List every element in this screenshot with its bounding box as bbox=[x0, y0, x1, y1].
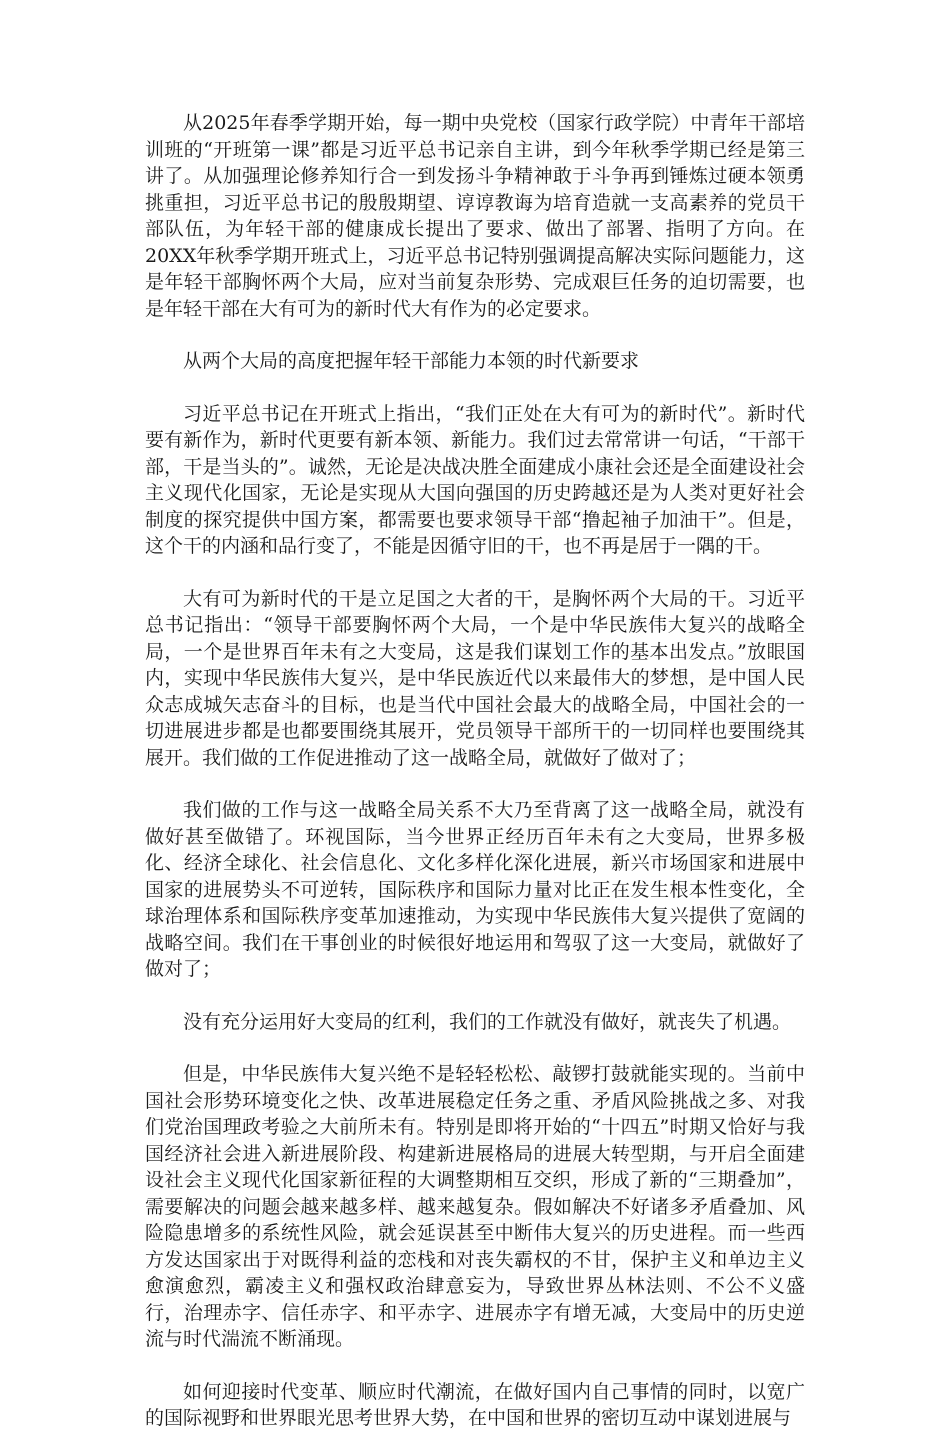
paragraph-international: 我们做的工作与这一战略全局关系不大乃至背离了这一战略全局，就没有做好甚至做错了。环视国际，当今世界正经历百年未有之大变局，世界多极化、经济全球化、社会信息化、文化多样化深化进展，新兴市场国家和进展中国家的进展势头不可逆转，国际秩序和国际力量对比正在发生根本性变化，全球治理体系和国际秩序变革加速推动，为实现中华民族伟大复兴提供了宽阔的战略空间。我们在干事创业的时候很好地运用和驾驭了这一大变局，就做好了做对了； bbox=[145, 799, 805, 980]
paragraph-gap bbox=[145, 560, 805, 586]
paragraph-gap bbox=[145, 1035, 805, 1061]
paragraph-gap bbox=[145, 375, 805, 401]
paragraph-gap bbox=[145, 322, 805, 348]
paragraph-two-overall-situations: 大有可为新时代的干是立足国之大者的干，是胸怀两个大局的干。习近平总书记指出：“领导干部要胸怀两个大局，一个是中华民族伟大复兴的战略全局，一个是世界百年未有之大变局，这是我们谋划工作的基本出发点。”放眼国内，实现中华民族伟大复兴，是中华民族近代以来最伟大的梦想，是中国人民众志成城矢志奋斗的目标，也是当代中国社会最大的战略全局，中国社会的一切进展进步都是也都要围绕其展开，党员领导干部所干的一切同样也要围绕其展开。我们做的工作促进推动了这一战略全局，就做好了做对了； bbox=[145, 587, 805, 769]
paragraph-world-trends: 如何迎接时代变革、顺应时代潮流，在做好国内自己事情的同时，以宽广的国际视野和世界眼光思考世界大势，在中国和世界的密切互动中谋划进展与 bbox=[145, 1380, 805, 1429]
paragraph-missed-opportunity: 没有充分运用好大变局的红利，我们的工作就没有做好，就丧失了机遇。 bbox=[183, 1010, 792, 1033]
paragraph-new-era: 习近平总书记在开班式上指出，“我们正处在大有可为的新时代”。新时代要有新作为，新时代更要有新本领、新能力。我们过去常常讲一句话，“干部干部，干是当头的”。诚然，无论是决战决胜全面建成小康社会还是全面建设社会主义现代化国家，无论是实现从大国向强国的历史跨越还是为人类对更好社会制度的探究提供中国方案，都需要也要求领导干部“撸起袖子加油干”。但是，这个干的内涵和品行变了，不能是因循守旧的干，也不再是居于一隅的干。 bbox=[145, 402, 805, 557]
paragraph-gap bbox=[145, 771, 805, 797]
paragraph-intro: 从2025年春季学期开始，每一期中央党校（国家行政学院）中青年干部培训班的“开班第一课”都是习近平总书记亲自主讲，到今年秋季学期已经是第三讲了。从加强理论修养知行合一到发扬斗争精神敢于斗争再到锤炼过硬本领勇挑重担，习近平总书记的殷殷期望、谆谆教诲为培育造就一支高素养的党员干部队伍，为年轻干部的健康成长提出了要求、做出了部署、指明了方向。在20XX年秋季学期开班式上，习近平总书记特别强调提高解决实际问题能力，这是年轻干部胸怀两个大局，应对当前复杂形势、完成艰巨任务的迫切需要，也是年轻干部在大有可为的新时代大有作为的必定要求。 bbox=[145, 112, 805, 320]
paragraph-challenges: 但是，中华民族伟大复兴绝不是轻轻松松、敲锣打鼓就能实现的。当前中国社会形势环境变化之快、改革进展稳定任务之重、矛盾风险挑战之多、对我们党治国理政考验之大前所未有。特别是即将开始的“十四五”时期又恰好与我国经济社会进入新进展阶段、构建新进展格局的进展大转型期，与开启全面建设社会主义现代化国家新征程的大调整期相互交织，形成了新的“三期叠加”，需要解决的问题会越来越多样、越来越复杂。假如解决不好诸多矛盾叠加、风险隐患增多的系统性风险，就会延误甚至中断伟大复兴的历史进程。而一些西方发达国家出于对既得利益的恋栈和对丧失霸权的不甘，保护主义和单边主义愈演愈烈，霸凌主义和强权政治肆意妄为，导致世界丛林法则、不公不义盛行，治理赤字、信任赤字、和平赤字、进展赤字有增无减，大变局中的历史逆流与时代湍流不断涌现。 bbox=[145, 1063, 805, 1350]
paragraph-gap bbox=[145, 1353, 805, 1379]
section-heading: 从两个大局的高度把握年轻干部能力本领的时代新要求 bbox=[183, 350, 640, 372]
paragraph-gap bbox=[145, 983, 805, 1009]
document-page bbox=[145, 110, 805, 1432]
